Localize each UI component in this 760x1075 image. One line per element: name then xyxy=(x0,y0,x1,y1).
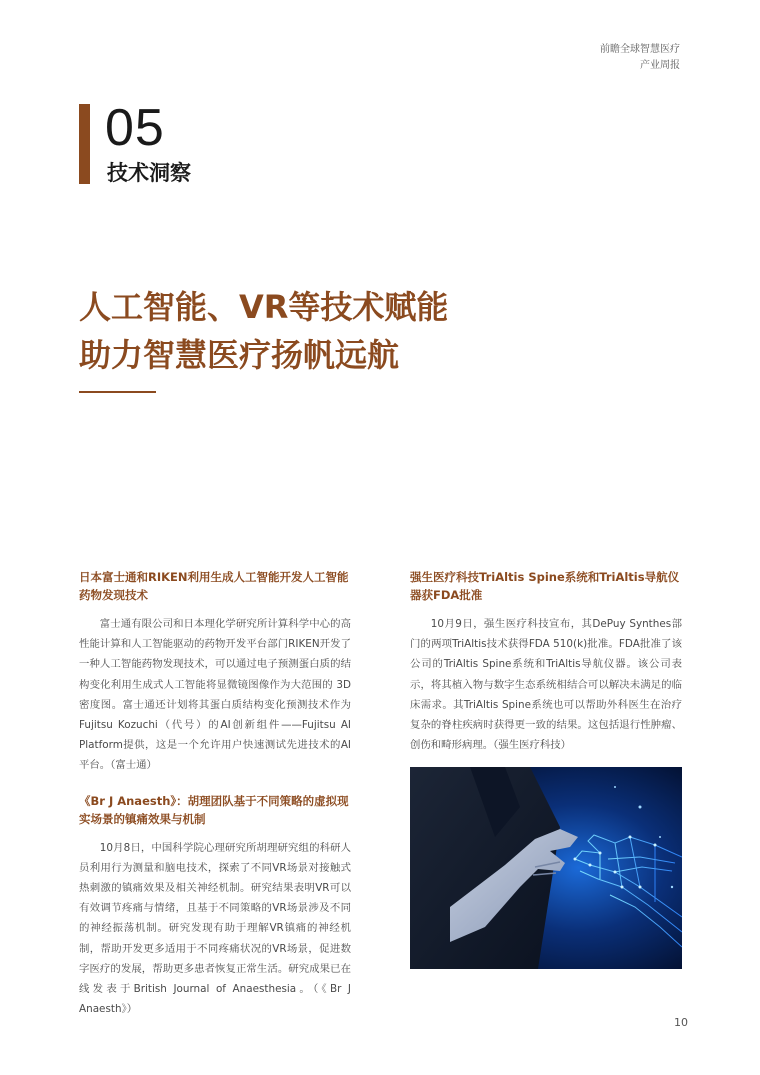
right-column xyxy=(410,568,682,771)
section-number: 05 xyxy=(105,99,165,157)
headline-line-1: 人工智能、VR等技术赋能 xyxy=(79,288,449,326)
headline-line-2: 助力智慧医疗扬帆远航 xyxy=(79,336,400,374)
running-header xyxy=(600,42,680,74)
section-accent-bar xyxy=(79,104,90,184)
handshake-illustration xyxy=(410,767,682,969)
section-title: 技术洞察 xyxy=(107,161,191,185)
header-subtitle: 产业周报 xyxy=(640,60,680,71)
article xyxy=(79,792,351,1020)
handshake-digital-hand-image xyxy=(410,767,682,969)
headline-divider xyxy=(79,391,156,393)
article-title: 强生医疗科技TriAltis Spine系统和TriAltis导航仪器获FDA批准 xyxy=(410,570,680,602)
article-body: 10月9日，强生医疗科技宣布，其DePuy Synthes部门的两项TriAltis技术获得FDA 510(k)批准。FDA批准了该公司的TriAltis Spine系统和TriAltis导航仪器。该公司表示，将其植入物与数字生态系统相结合可以解决未满足的临床需求。其TriAltis Spine系统也可以帮助外科医生在治疗复杂的脊柱疾病时获得更一致的结果。这包括退行性肿瘤、创伤和畸形病理。（强生医疗科技） xyxy=(410,618,682,752)
article-body: 10月8日，中国科学院心理研究所胡理研究组的科研人员利用行为测量和脑电技术，探索了不同VR场景对接触式热刺激的镇痛效果及相关神经机制。研究结果表明VR可以有效调节疼痛与情绪，且基于不同策略的VR场景涉及不同的神经振荡机制。研究发现有助于理解VR镇痛的神经机制，帮助开发更多适用于不同疼痛状况的VR场景，促进数字医疗的发展，帮助更多患者恢复正常生活。研究成果已在线发表于British Journal of Anaesthesia。（《Br J Anaesth》） xyxy=(79,841,351,1016)
left-column xyxy=(79,568,351,1035)
article-title: 《Br J Anaesth》：胡理团队基于不同策略的虚拟现实场景的镇痛效果与机制 xyxy=(79,793,349,826)
article xyxy=(410,568,682,755)
article xyxy=(79,568,351,776)
article-title: 日本富士通和RIKEN利用生成人工智能开发人工智能药物发现技术 xyxy=(79,570,349,602)
header-title: 前瞻全球智慧医疗 xyxy=(600,44,680,55)
page-headline xyxy=(79,283,639,379)
page-number: 10 xyxy=(674,1016,688,1029)
article-body: 富士通有限公司和日本理化学研究所计算科学中心的高性能计算和人工智能驱动的药物开发平台部门RIKEN开发了一种人工智能药物发现技术，可以通过电子预测蛋白质的结构变化利用生成式人工智能将显微镜图像作为大范围的 3D密度图。富士通还计划将其蛋白质结构变化预测技术作为Fujitsu Kozuchi（代号）的AI创新组件——Fujitsu AI Platform提供，这是一个允许用户快速测试先进技术的AI平台。（富士通） xyxy=(79,618,351,772)
